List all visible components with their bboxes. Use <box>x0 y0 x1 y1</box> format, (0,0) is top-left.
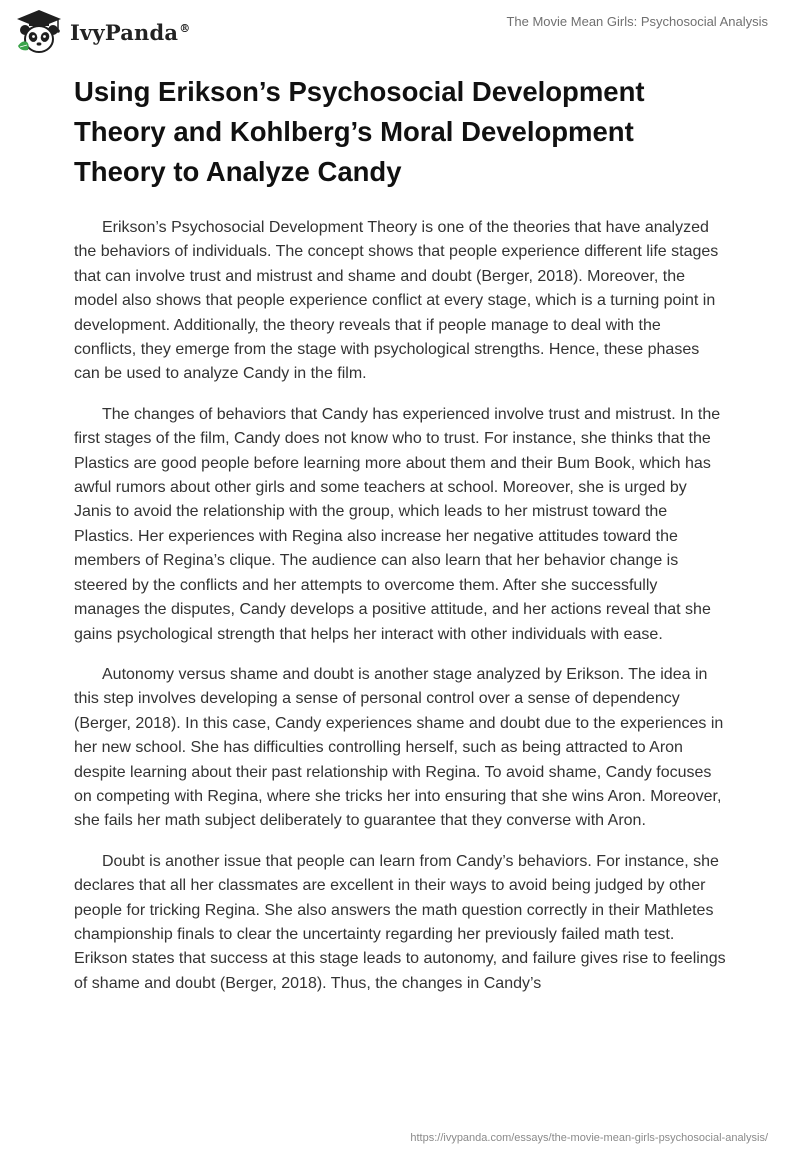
brand-name: IvyPanda® <box>70 19 191 45</box>
panda-graduate-icon <box>14 8 64 56</box>
page-title: Using Erikson’s Psychosocial Development Theory and Kohlberg’s Moral Development Theory to Analyze Candy <box>74 76 645 187</box>
paragraph-4: Doubt is another issue that people can learn from Candy’s behaviors. For instance, she declares that all her classmates are excellent in their ways to avoid being judged by other people for tricking Regina. She also answers the math question correctly in their Mathletes championship finals to clear the uncertainty regarding her previously failed math test. Erikson states that success at this stage leads to autonomy, and failure gives rise to feelings of shame and doubt (Berger, 2018). Thus, the changes in Candy’s <box>74 852 726 992</box>
page-header <box>0 0 800 70</box>
running-title: The Movie Mean Girls: Psychosocial Analysis <box>506 14 768 29</box>
essay-content <box>74 72 726 1012</box>
paragraph-2: The changes of behaviors that Candy has experienced involve trust and mistrust. In the first stages of the film, Candy does not know who to trust. For instance, she thinks that the Plastics are good people before learning more about them and their Bum Book, which has awful rumors about other girls and some teachers at school. Moreover, she is urged by Janis to avoid the relationship with the group, which leads to her mistrust toward the Plastics. Her experiences with Regina also increase her negative attitudes toward the members of Regina’s clique. The audience can also learn that her behavior change is steered by the conflicts and her attempts to overcome them. After she successfully manages the disputes, Candy develops a positive attitude, and her actions reveal that she gains psychological strength that helps her interact with other individuals with ease. <box>74 405 721 643</box>
source-url[interactable]: https://ivypanda.com/essays/the-movie-mean-girls-psychosocial-analysis/ <box>410 1132 768 1144</box>
paragraph-3: Autonomy versus shame and doubt is another stage analyzed by Erikson. The idea in this step involves developing a sense of personal control over a sense of dependency (Berger, 2018). In this case, Candy experiences shame and doubt due to the experiences in her new school. She has difficulties controlling herself, such as being attracted to Aron despite learning about their past relationship with Regina. To avoid shame, Candy focuses on competing with Regina, where she tricks her into ensuring that she wins Aron. Moreover, she fails her math subject deliberately to guarantee that they converse with Aron. <box>74 665 724 830</box>
paragraph-1: Erikson’s Psychosocial Development Theory is one of the theories that have analyzed the behaviors of individuals. The concept shows that people experience different life stages that can involve trust and mistrust and shame and doubt (Berger, 2018). Moreover, the model also shows that people experience conflict at every stage, which is a turning point in development. Additionally, the theory reveals that if people manage to deal with the conflicts, they emerge from the stage with psychological strengths. Hence, these phases can be used to analyze Candy in the film. <box>74 219 719 383</box>
brand-logo[interactable] <box>14 8 190 56</box>
